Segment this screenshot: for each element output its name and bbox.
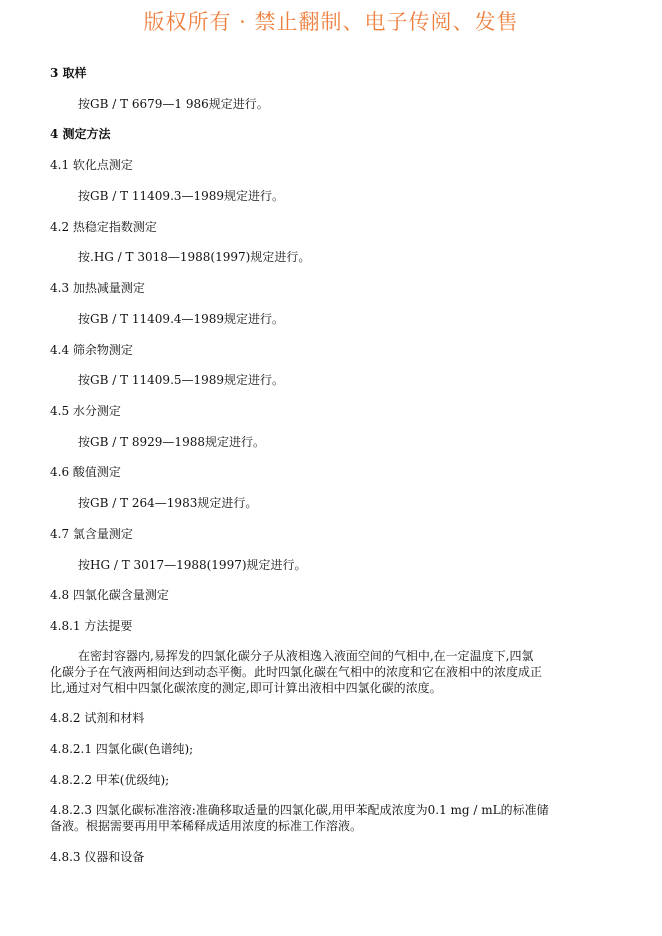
section-4-7-text: 按HG / T 3017—1988(1997)规定进行。 [78,558,307,572]
paragraph-line: 比,通过对气相中四氯化碳浓度的测定,即可计算出液相中四氯化碳的浓度。 [50,681,442,695]
section-4-8-1-heading: 4.8.1 方法提要 [50,619,133,633]
section-4-5-text: 按GB / T 8929—1988规定进行。 [78,435,265,449]
section-4-heading: 4 测定方法 [50,127,111,141]
section-4-6-heading: 4.6 酸值测定 [50,465,121,479]
section-4-8-1-paragraph [50,648,614,696]
section-4-5-heading: 4.5 水分测定 [50,404,121,418]
paragraph-line: 化碳分子在气液两相间达到动态平衡。此时四氯化碳在气相中的浓度和它在液相中的浓度成正 [50,665,543,679]
section-4-8-2-3-paragraph [50,802,614,834]
section-4-4-text: 按GB / T 11409.5—1989规定进行。 [78,373,285,387]
section-4-3-text: 按GB / T 11409.4—1989规定进行。 [78,312,285,326]
section-4-2-heading: 4.2 热稳定指数测定 [50,220,157,234]
section-3-heading: 3 取样 [50,66,87,80]
section-4-6-text: 按GB / T 264—1983规定进行。 [78,496,258,510]
section-4-8-2-1-item: 4.8.2.1 四氯化碳(色谱纯); [50,742,194,756]
section-4-8-3-heading: 4.8.3 仪器和设备 [50,850,145,864]
section-4-8-heading: 4.8 四氯化碳含量测定 [50,588,169,602]
section-4-8-2-2-item: 4.8.2.2 甲苯(优级纯); [50,773,170,787]
section-4-2-text: 按.HG / T 3018—1988(1997)规定进行。 [78,250,311,264]
paragraph-line: 备液。根据需要再用甲苯稀释成适用浓度的标准工作溶液。 [50,819,363,833]
section-4-4-heading: 4.4 筛余物测定 [50,343,133,357]
paragraph-line: 在密封容器内,易挥发的四氯化碳分子从液相逸入液面空间的气相中,在一定温度下,四氯 [78,649,534,663]
section-3-text: 按GB / T 6679—1 986规定进行。 [78,97,269,111]
section-4-8-2-heading: 4.8.2 试剂和材料 [50,711,145,725]
section-4-3-heading: 4.3 加热减量测定 [50,281,145,295]
section-4-7-heading: 4.7 氯含量测定 [50,527,133,541]
watermark: 版权所有 · 禁止翻制、电子传阅、发售 [143,10,519,34]
paragraph-line: 4.8.2.3 四氯化碳标准溶液:准确移取适量的四氯化碳,用甲苯配成浓度为0.1 mg / mL的标准储 [50,803,549,817]
section-4-1-heading: 4.1 软化点测定 [50,158,133,172]
section-4-1-text: 按GB / T 11409.3—1989规定进行。 [78,189,285,203]
